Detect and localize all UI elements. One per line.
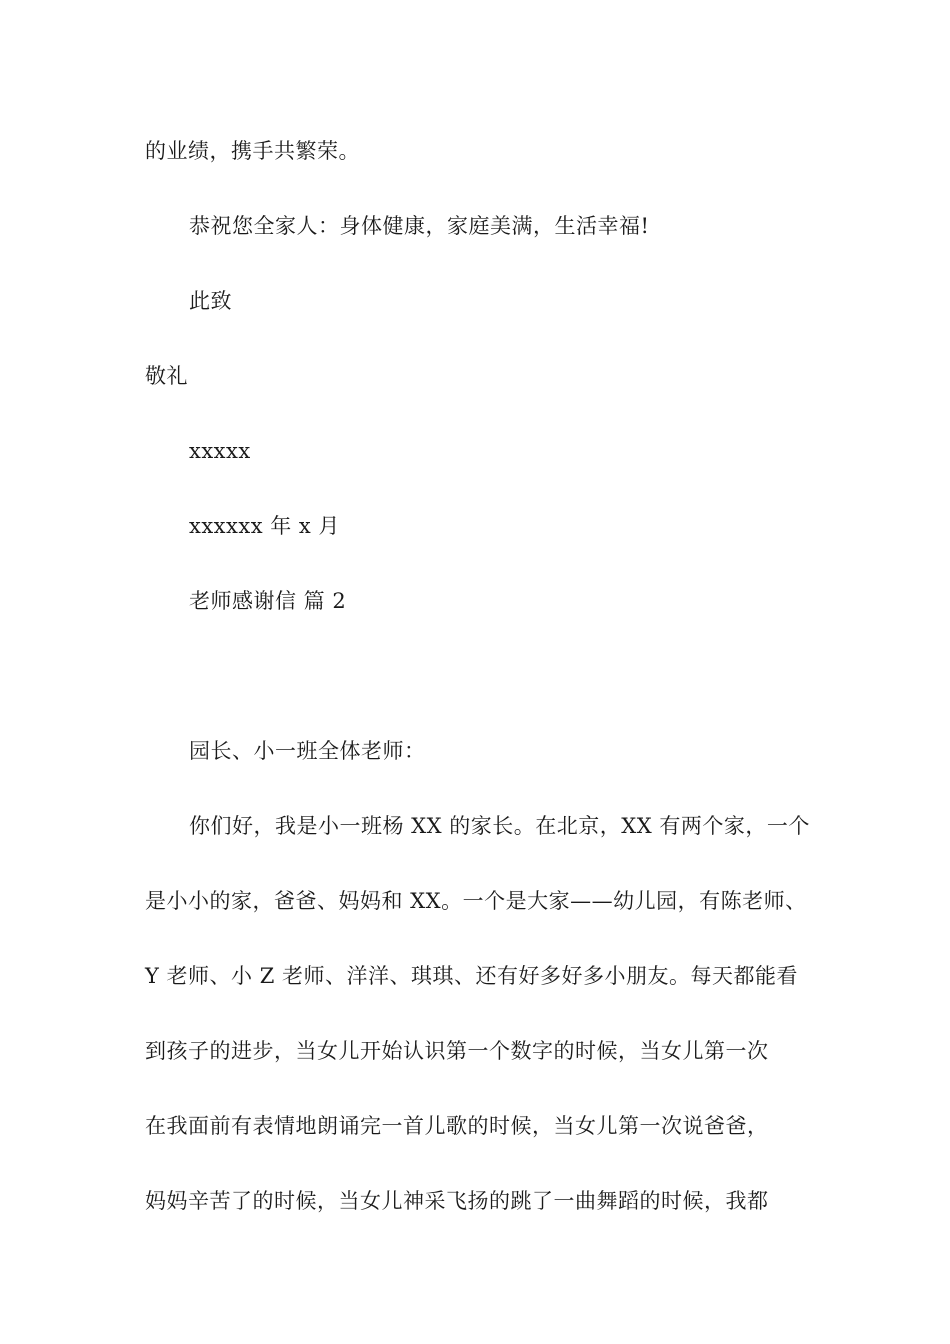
- closing-regards: 敬礼: [145, 364, 188, 388]
- closing-salutation: 此致: [189, 289, 232, 313]
- paragraph-line: 在我面前有表情地朗诵完一首儿歌的时候，当女儿第一次说爸爸，: [145, 1114, 769, 1138]
- section-title: 老师感谢信 篇 2: [189, 589, 347, 613]
- paragraph-line: 是小小的家，爸爸、妈妈和 XX。一个是大家——幼儿园，有陈老师、: [145, 889, 807, 913]
- paragraph-line: 妈妈辛苦了的时候，当女儿神采飞扬的跳了一曲舞蹈的时候，我都: [145, 1189, 769, 1213]
- paragraph-line: 你们好，我是小一班杨 XX 的家长。在北京，XX 有两个家，一个: [189, 814, 810, 838]
- paragraph-line: Y 老师、小 Z 老师、洋洋、琪琪、还有好多好多小朋友。每天都能看: [145, 964, 798, 988]
- greeting-wishes: 恭祝您全家人：身体健康，家庭美满，生活幸福!: [189, 214, 650, 238]
- signature-date: xxxxxx 年 x 月: [189, 514, 340, 538]
- paragraph-line: 到孩子的进步，当女儿开始认识第一个数字的时候，当女儿第一次: [145, 1039, 769, 1063]
- signature-name: xxxxx: [189, 439, 251, 463]
- paragraph-line: 的业绩，携手共繁荣。: [145, 139, 360, 163]
- letter-addressee: 园长、小一班全体老师：: [189, 739, 426, 763]
